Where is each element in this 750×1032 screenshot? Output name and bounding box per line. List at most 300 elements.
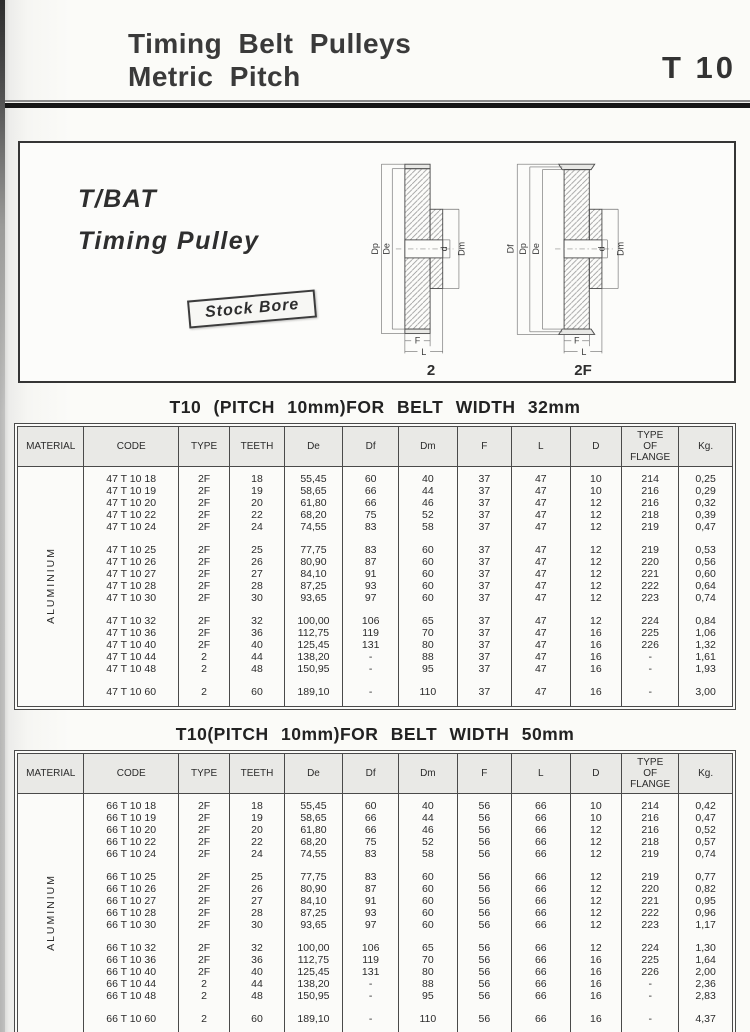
column-header: Df [343,427,399,467]
spacer-cell [230,675,284,686]
figure-panel [18,141,736,383]
table-cell: 131 [343,966,399,978]
column-header: MATERIAL [18,427,84,467]
dim-label-f: F [573,335,580,346]
table-cell: 66 T 10 28 [84,907,178,919]
table-cell: 0,53 [679,544,733,556]
table-cell: 47 T 10 28 [84,580,178,592]
spacer-cell [622,675,679,686]
table-cell: 2F [178,954,229,966]
table-row [18,639,733,651]
table-cell: 16 [570,651,621,663]
spacer-cell [679,1025,733,1032]
spacer-cell [178,675,229,686]
table-cell: - [343,686,399,698]
spacer-cell [457,698,511,707]
table-cell: 37 [457,651,511,663]
table-cell: 37 [457,497,511,509]
table-cell: 47 T 10 36 [84,627,178,639]
table-cell: 56 [457,824,511,836]
spacer-cell [457,1002,511,1013]
page-spine-shadow [0,0,5,1032]
spacer-cell [343,1002,399,1013]
table-cell: 2F [178,544,229,556]
table-cell: 110 [399,1013,458,1025]
column-header: Dm [399,754,458,794]
table-cell: 12 [570,568,621,580]
spacer-cell [84,1002,178,1013]
table-cell: 224 [622,615,679,627]
table-cell: 2 [178,663,229,675]
table-cell: 0,74 [679,592,733,604]
table-cell: 66 T 10 25 [84,871,178,883]
table-cell: 216 [622,824,679,836]
table-cell: 12 [570,592,621,604]
table-cell: 66 T 10 48 [84,990,178,1002]
material-label: ALUMINIUM [18,467,84,707]
table-cell: 47 [512,556,571,568]
table-cell: 66 [512,942,571,954]
table-cell: 47 T 10 48 [84,663,178,675]
table-row [18,919,733,931]
table-cell: 66 [512,1013,571,1025]
table-cell: 220 [622,556,679,568]
table-cell: 56 [457,966,511,978]
column-header: De [284,754,343,794]
spacer-cell [178,533,229,544]
table-cell: 44 [230,978,284,990]
table-cell: 12 [570,883,621,895]
table-cell: 2,00 [679,966,733,978]
table-cell: 2F [178,883,229,895]
table-cell: 55,45 [284,473,343,485]
table-cell: 66 T 10 24 [84,848,178,860]
table-cell: 112,75 [284,627,343,639]
spacer-cell [622,698,679,707]
spacer-cell [679,604,733,615]
table-cell: 56 [457,919,511,931]
table-row [18,556,733,568]
table-row [18,473,733,485]
table-cell: 66 T 10 19 [84,812,178,824]
table-cell: 66 T 10 40 [84,966,178,978]
table-cell: 37 [457,686,511,698]
column-header: L [512,754,571,794]
table-cell: 36 [230,954,284,966]
table-cell: 16 [570,990,621,1002]
table-cell: 0,57 [679,836,733,848]
table-row [18,509,733,521]
table-row [18,580,733,592]
table-cell: 131 [343,639,399,651]
spacer-cell [457,931,511,942]
table-cell: 219 [622,871,679,883]
dim-label-dm: Dm [615,241,626,256]
table-cell: 47 [512,651,571,663]
table-cell: 10 [570,473,621,485]
table-cell: 60 [399,871,458,883]
table-cell: 30 [230,919,284,931]
column-header: TYPE OF FLANGE [622,754,679,794]
table-cell: 12 [570,580,621,592]
table-cell: 16 [570,686,621,698]
spacer-cell [512,604,571,615]
table-cell: 60 [399,568,458,580]
spacer-cell [679,860,733,871]
page-code-label: T 10 [661,50,736,85]
column-header: CODE [84,754,178,794]
table-cell: 24 [230,848,284,860]
spacer-cell [343,860,399,871]
table-cell: 12 [570,544,621,556]
table-cell: 2F [178,800,229,812]
table-cell: 66 T 10 30 [84,919,178,931]
table-cell: 47 T 10 24 [84,521,178,533]
spacer-cell [622,931,679,942]
table-cell: 87 [343,556,399,568]
table-cell: 77,75 [284,871,343,883]
table-cell: 52 [399,509,458,521]
table-cell: 12 [570,871,621,883]
drawing-type2-caption: 2 [426,362,436,379]
spacer-cell [399,1025,458,1032]
table-cell: 60 [399,907,458,919]
table-cell: 66 T 10 22 [84,836,178,848]
spacer-cell [399,860,458,871]
table-cell: 0,96 [679,907,733,919]
column-header: F [457,427,511,467]
table-cell: 37 [457,639,511,651]
table-cell: 189,10 [284,1013,343,1025]
table-cell: 16 [570,978,621,990]
table-cell: 52 [399,836,458,848]
brand-product: Timing Pulley [78,227,260,255]
table-cell: 56 [457,942,511,954]
table-cell: 2F [178,485,229,497]
spacer-cell [178,860,229,871]
spacer-cell [178,698,229,707]
table-cell: 80,90 [284,883,343,895]
table-cell: 0,82 [679,883,733,895]
table-cell: 0,60 [679,568,733,580]
table-cell: 0,29 [679,485,733,497]
spacer-cell [230,698,284,707]
pulley-section-type2f-drawing [498,157,668,357]
table-cell: 48 [230,663,284,675]
dim-label-dp: Dp [369,243,380,255]
table-cell: 66 [512,883,571,895]
table-cell: - [622,990,679,1002]
spacer-cell [512,698,571,707]
brand-name: T/BAT [78,185,158,213]
table-cell: 106 [343,942,399,954]
spacer-cell [343,698,399,707]
table-cell: 37 [457,627,511,639]
spacer-cell [622,533,679,544]
table-cell: 80 [399,639,458,651]
table-cell: 56 [457,907,511,919]
spacer-cell [679,931,733,942]
column-header: TYPE [178,754,229,794]
dim-label-d: d [439,246,450,252]
table-cell: 97 [343,919,399,931]
spacer-row [18,698,733,707]
spacer-cell [622,1002,679,1013]
table-cell: 47 T 10 27 [84,568,178,580]
table-cell: 66 [512,907,571,919]
table-cell: 0,56 [679,556,733,568]
spacer-cell [512,1002,571,1013]
spacer-cell [457,860,511,871]
pulley-drawing-type2 [356,157,506,379]
table-cell: 46 [399,824,458,836]
pulley-drawing-type2f [498,157,668,379]
table-cell: 40 [230,966,284,978]
table-cell: 19 [230,812,284,824]
table-cell: 47 T 10 32 [84,615,178,627]
table-cell: 66 T 10 44 [84,978,178,990]
table-cell: 22 [230,836,284,848]
table-cell: 66 [343,485,399,497]
table-cell: 37 [457,556,511,568]
table-cell: 0,77 [679,871,733,883]
table-cell: 47 T 10 44 [84,651,178,663]
table-cell: - [622,663,679,675]
table-cell: 68,20 [284,836,343,848]
table-cell: 12 [570,942,621,954]
table-cell: 47 [512,686,571,698]
table-cell: 2F [178,521,229,533]
table-cell: 25 [230,871,284,883]
table-cell: 2 [178,990,229,1002]
spacer-cell [178,604,229,615]
table-cell: 12 [570,615,621,627]
table-cell: 37 [457,544,511,556]
table-cell: 47 T 10 19 [84,485,178,497]
table-row [18,800,733,812]
spacer-cell [570,604,621,615]
table-cell: 22 [230,509,284,521]
table-cell: 66 [512,990,571,1002]
spacer-row [18,604,733,615]
table-cell: 218 [622,836,679,848]
table-cell: 1,93 [679,663,733,675]
table-cell: 47 T 10 60 [84,686,178,698]
table-cell: 65 [399,942,458,954]
table-cell: 40 [399,473,458,485]
table-cell: 0,25 [679,473,733,485]
table-cell: 189,10 [284,686,343,698]
table-section-50mm [0,724,750,1032]
table-cell: 70 [399,954,458,966]
table-cell: 10 [570,800,621,812]
spacer-cell [84,1025,178,1032]
table-cell: 216 [622,812,679,824]
table-cell: 223 [622,919,679,931]
table-cell: 12 [570,521,621,533]
table-cell: - [622,686,679,698]
table-cell: 2 [178,1013,229,1025]
column-header: D [570,427,621,467]
table-row [18,871,733,883]
table-cell: 12 [570,848,621,860]
table-cell: 58 [399,521,458,533]
table-cell: 28 [230,907,284,919]
table-cell: 10 [570,485,621,497]
table-cell: 47 T 10 22 [84,509,178,521]
table-row [18,544,733,556]
column-header: Kg. [679,754,733,794]
table-cell: 60 [399,556,458,568]
table-cell: 75 [343,836,399,848]
table-cell: - [343,651,399,663]
table-cell: 66 T 10 20 [84,824,178,836]
spacer-cell [343,931,399,942]
table-cell: 60 [399,544,458,556]
spacer-cell [230,1025,284,1032]
table-cell: - [622,1013,679,1025]
table-cell: 84,10 [284,568,343,580]
table-cell: 2F [178,580,229,592]
table-cell: 40 [399,800,458,812]
spacer-cell [512,675,571,686]
spacer-cell [343,1025,399,1032]
spacer-cell [457,604,511,615]
table-cell: 12 [570,907,621,919]
table-cell: 47 [512,568,571,580]
table-cell: 74,55 [284,848,343,860]
spacer-cell [284,604,343,615]
table-cell: 95 [399,663,458,675]
table-cell: 48 [230,990,284,1002]
column-header: F [457,754,511,794]
table-cell: 37 [457,473,511,485]
spacer-cell [230,604,284,615]
table-cell: 47 [512,639,571,651]
spacer-cell [284,1002,343,1013]
table-cell: 224 [622,942,679,954]
table-cell: 80 [399,966,458,978]
table-cell: 20 [230,824,284,836]
table-cell: 66 T 10 60 [84,1013,178,1025]
table-cell: 100,00 [284,615,343,627]
table-cell: 55,45 [284,800,343,812]
table-cell: 26 [230,883,284,895]
table-title-32mm: T10 (PITCH 10mm)FOR BELT WIDTH 32mm [169,397,581,417]
table-row [18,521,733,533]
dim-label-df: Df [505,244,516,254]
table-cell: 125,45 [284,639,343,651]
table-cell: 12 [570,556,621,568]
spacer-cell [84,533,178,544]
table-cell: 37 [457,509,511,521]
table-cell: 16 [570,663,621,675]
spacer-cell [622,1025,679,1032]
table-cell: 138,20 [284,978,343,990]
table-cell: 2F [178,639,229,651]
table-cell: 0,47 [679,812,733,824]
table-cell: 56 [457,1013,511,1025]
dim-label-l: L [421,347,427,357]
table-cell: 58,65 [284,485,343,497]
table-row [18,592,733,604]
spacer-cell [457,533,511,544]
table-cell: 2F [178,556,229,568]
table-cell: 225 [622,954,679,966]
table-cell: 0,39 [679,509,733,521]
table-cell: 2F [178,592,229,604]
table-cell: 66 [512,836,571,848]
table-cell: 30 [230,592,284,604]
table-row [18,627,733,639]
spacer-cell [399,931,458,942]
page-header [0,0,750,93]
table-cell: - [343,990,399,1002]
table-cell: 223 [622,592,679,604]
table-cell: 0,52 [679,824,733,836]
table-cell: 66 T 10 18 [84,800,178,812]
table-cell: 32 [230,942,284,954]
table-cell: 91 [343,895,399,907]
spacer-cell [343,604,399,615]
spacer-cell [284,698,343,707]
table-cell: 47 T 10 25 [84,544,178,556]
table-cell: 0,64 [679,580,733,592]
table-cell: 83 [343,544,399,556]
table-cell: 1,32 [679,639,733,651]
column-header: TEETH [230,754,284,794]
spacer-row [18,1025,733,1032]
table-cell: 24 [230,521,284,533]
table-cell: 95 [399,990,458,1002]
table-cell: 40 [230,639,284,651]
column-header: D [570,754,621,794]
table-cell: 66 [512,954,571,966]
spacer-cell [284,931,343,942]
table-cell: 1,64 [679,954,733,966]
table-cell: 2 [178,686,229,698]
table-cell: 119 [343,954,399,966]
spacer-cell [84,860,178,871]
spacer-cell [570,1025,621,1032]
table-cell: 150,95 [284,663,343,675]
spacer-cell [343,533,399,544]
table-cell: 93 [343,907,399,919]
table-cell: 60 [230,686,284,698]
table-cell: 2F [178,836,229,848]
table-cell: 2 [178,651,229,663]
table-cell: 60 [230,1013,284,1025]
spacer-cell [230,860,284,871]
page-title-line2: Metric Pitch [128,61,301,92]
table-cell: 74,55 [284,521,343,533]
table-row [18,663,733,675]
table-cell: 47 T 10 40 [84,639,178,651]
spacer-cell [622,604,679,615]
table-cell: 66 T 10 27 [84,895,178,907]
table-cell: 61,80 [284,497,343,509]
table-cell: 1,06 [679,627,733,639]
table-cell: 2,83 [679,990,733,1002]
spacer-cell [399,533,458,544]
table-cell: 83 [343,848,399,860]
table-row [18,966,733,978]
table-cell: 47 [512,580,571,592]
table-cell: 56 [457,800,511,812]
table-cell: 12 [570,919,621,931]
table-row [18,824,733,836]
table-section-32mm [0,397,750,710]
